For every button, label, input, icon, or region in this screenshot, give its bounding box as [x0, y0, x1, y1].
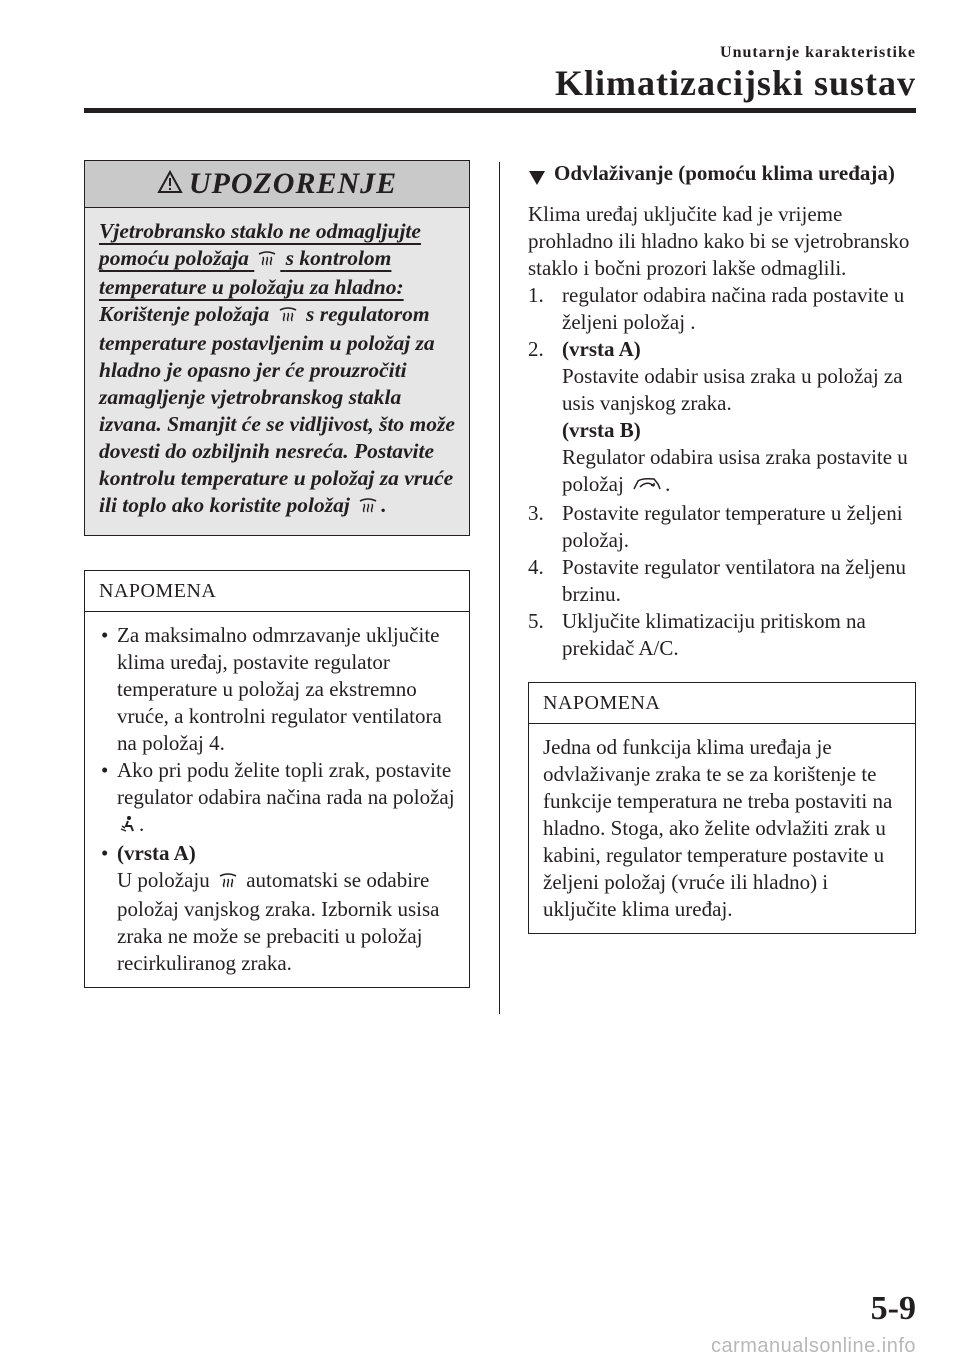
windshield-defrost-icon	[358, 494, 378, 521]
warning-text	[99, 301, 455, 521]
subsection-heading	[528, 160, 916, 187]
warning-title: UPOZORENJE	[188, 167, 398, 200]
step-number: 3.	[528, 501, 544, 525]
note-body	[85, 612, 469, 987]
step-text: Postavite regulator ventilatora na željenu brzinu.	[562, 555, 907, 606]
intro-paragraph: Klima uređaj uključite kad je vrijeme prohladno ili hladno kako bi se vjetrobransko staklo i bočni prozori lakše odmaglili.	[528, 202, 910, 280]
warning-heading-part: s kontrolom temperature u položaju za hladno:	[99, 246, 404, 299]
bullet-marker: •	[101, 623, 109, 647]
steps-list	[528, 282, 916, 662]
step-text-part: .	[665, 472, 671, 496]
list-item	[528, 554, 916, 608]
step-text: Postavite regulator temperature u željeni položaj.	[562, 501, 903, 552]
warning-heading-part: Vjetrobransko staklo ne odmagljujte pomoću položaja	[99, 219, 421, 270]
right-column	[528, 160, 916, 934]
bullet-marker: •	[101, 758, 109, 782]
note-box-left	[84, 570, 470, 988]
warning-header	[85, 161, 469, 208]
list-item-text: U položaju	[117, 868, 210, 892]
floor-mode-icon	[120, 813, 136, 840]
list-item	[528, 282, 916, 336]
note-body: Jedna od funkcija klima uređaja je odvlaživanje zraka te se za korištenje te funkcije temperatura ne treba postaviti na hladno. Stoga, ako želite odvlažiti zrak u kabini, regulator temperature postavite u željeni položaj (vruće ili hladno) i uključite klima uređaj.	[543, 735, 893, 921]
column-divider	[499, 162, 500, 1014]
step-label: (vrsta B)	[562, 418, 641, 442]
step-label: (vrsta A)	[562, 337, 641, 361]
air-recirculation-icon	[632, 473, 662, 500]
warning-box	[84, 160, 470, 536]
list-item	[528, 336, 916, 500]
list-item	[99, 757, 457, 840]
step-number: 1.	[528, 283, 544, 307]
section-title: Klimatizacijski sustav	[555, 63, 916, 103]
step-text: regulator odabira načina rada postavite u željeni položaj .	[562, 283, 905, 334]
step-text: Postavite odabir usisa zraka u položaj za usis vanjskog zraka.	[562, 364, 903, 415]
step-text: Uključite klimatizaciju pritiskom na prekidač A/C.	[562, 609, 866, 660]
note-box-right	[528, 682, 916, 934]
chapter-subtitle: Unutarnje karakteristike	[720, 44, 916, 61]
windshield-defrost-icon	[278, 303, 298, 330]
list-item-text: .	[139, 812, 145, 836]
warning-body	[85, 208, 469, 535]
step-number: 5.	[528, 609, 544, 633]
note-title: NAPOMENA	[85, 571, 469, 612]
note-title: NAPOMENA	[529, 683, 915, 724]
list-item	[528, 500, 916, 554]
step-number: 4.	[528, 555, 544, 579]
warning-text-part: Korištenje položaja	[99, 302, 270, 326]
list-item-label: (vrsta A)	[117, 841, 196, 865]
windshield-defrost-icon	[257, 247, 277, 274]
left-column	[84, 160, 470, 988]
windshield-defrost-icon	[218, 869, 238, 896]
watermark: carmanualsonline.info	[710, 1335, 916, 1357]
subsection-heading-text: Odvlaživanje (pomoću klima uređaja)	[554, 161, 895, 185]
list-item	[528, 608, 916, 662]
warning-text-part: s regulatorom temperature postavljenim u položaj za hladno je opasno jer će prouzročiti zamagljenje vjetrobranskog stakla izvana. Smanjit će se vidljivost, što može dovesti do ozbiljnih nesreća. Postavite kontrolu temperature u položaj za vruće ili toplo ako koristite položaj	[99, 302, 455, 517]
list-item	[99, 840, 457, 977]
header-rule	[84, 108, 916, 113]
list-item-text: Ako pri podu želite topli zrak, postavite regulator odabira načina rada na položaj	[117, 758, 455, 809]
triangle-marker-icon	[528, 166, 546, 193]
warning-heading	[99, 219, 421, 299]
page-number: 5-9	[870, 1290, 916, 1327]
step-text	[562, 444, 916, 500]
list-item-text: automatski se odabire položaj vanjskog zraka. Izbornik usisa zraka ne može se prebaciti u položaj recirkuliranog zraka.	[117, 868, 440, 975]
step-text-part: Regulator odabira usisa zraka postavite u položaj	[562, 445, 908, 496]
warning-triangle-icon	[157, 170, 183, 199]
step-number: 2.	[528, 337, 544, 361]
bullet-marker: •	[101, 841, 109, 865]
list-item-text: Za maksimalno odmrzavanje uključite klima uređaj, postavite regulator temperature u položaj za ekstremno vruće, a kontrolni regulator ventilatora na položaj 4.	[117, 623, 442, 755]
warning-text-part: .	[381, 493, 387, 517]
list-item	[99, 622, 457, 757]
